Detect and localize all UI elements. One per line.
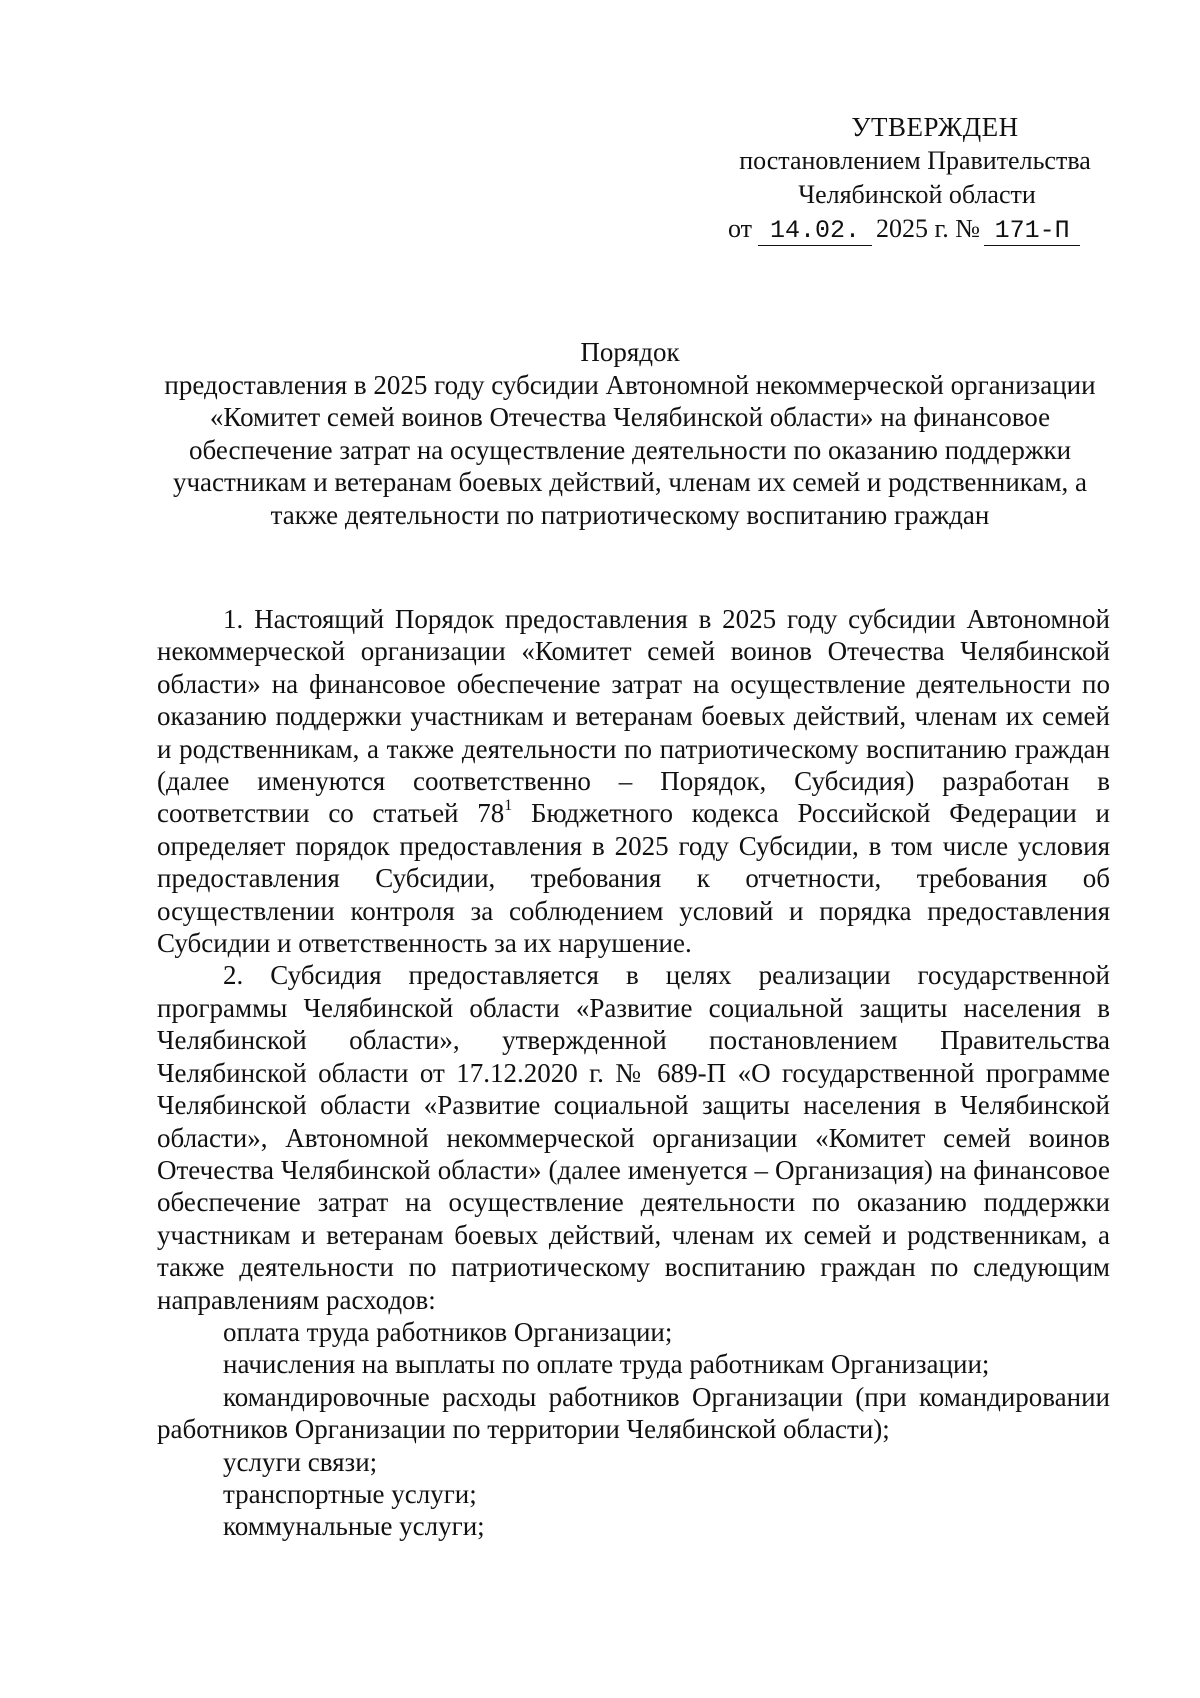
approval-block bbox=[700, 110, 1120, 246]
approval-date-line bbox=[728, 212, 1120, 246]
list-item: начисления на выплаты по оплате труда работникам Организации; bbox=[223, 1349, 990, 1380]
paragraph-2: 2. Субсидия предоставляется в целях реализации государственной программы Челябинской области «Развитие социальной защиты населения в Челябинской области», утвержденной постановлением Правительства Челябинской области от 17.12.2020 г. № 689-П «О государственной программе Челябинской области «Развитие социальной защиты населения в Челябинской области», Автономной некоммерческой организации «Комитет семей воинов Отечества Челябинской области» (далее именуется – Организация) на финансовое обеспечение затрат на осуществление деятельности по оказанию поддержки участникам и ветеранам боевых действий, членам их семей и родственникам, а также деятельности по патриотическому воспитанию граждан по следующим направлениям расходов: bbox=[157, 960, 1110, 1315]
document-title bbox=[150, 336, 1110, 531]
list-item: командировочные расходы работников Организации (при командировании работников Организации по территории Челябинской области); bbox=[157, 1381, 1110, 1445]
approval-stamp: УТВЕРЖДЕН bbox=[851, 112, 1019, 142]
list-item: оплата труда работников Организации; bbox=[223, 1316, 673, 1347]
decree-number: 171-П bbox=[984, 217, 1080, 246]
document-body bbox=[157, 603, 1110, 1543]
approval-issuer: постановлением Правительства bbox=[739, 146, 1091, 175]
paragraph-1 bbox=[157, 603, 1110, 959]
list-item: услуги связи; bbox=[223, 1446, 378, 1477]
date-value: 14.02. bbox=[758, 217, 872, 246]
title-subtitle: предоставления в 2025 году субсидии Автономной некоммерческой организации «Комитет семей воинов Отечества Челябинской области» на финансовое обеспечение затрат на осуществление деятельности по оказанию поддержки участникам и ветеранам боевых действий, членам их семей и родственникам, а также деятельности по патриотическому воспитанию граждан bbox=[164, 369, 1096, 530]
paragraph-1-text-b: Бюджетного кодекса Российской Федерации и определяет порядок предоставления в 2025 году Субсидии, в том числе условия предоставления Субсидии, требования к отчетности, требования об осуществлении контроля за соблюдением условий и порядка предоставления Субсидии и ответственность за их нарушение. bbox=[157, 798, 1110, 959]
year-text: 2025 г. № bbox=[876, 214, 981, 243]
list-item: коммунальные услуги; bbox=[223, 1511, 485, 1542]
article-superscript: 1 bbox=[504, 797, 513, 815]
paragraph-1-text-a: 1. Настоящий Порядок предоставления в 2025 году субсидии Автономной некоммерческой организации «Комитет семей воинов Отечества Челябинской области» на финансовое обеспечение затрат на осуществление деятельности по оказанию поддержки участникам и ветеранам боевых действий, членам их семей и родственникам, а также деятельности по патриотическому воспитанию граждан (далее именуются соответственно – Порядок, Субсидия) разработан в соответствии со статьей 78 bbox=[157, 604, 1110, 829]
title-heading: Порядок bbox=[580, 337, 680, 367]
approval-region: Челябинской области bbox=[798, 180, 1036, 209]
list-item: транспортные услуги; bbox=[223, 1478, 477, 1509]
date-prefix: от bbox=[728, 214, 753, 243]
